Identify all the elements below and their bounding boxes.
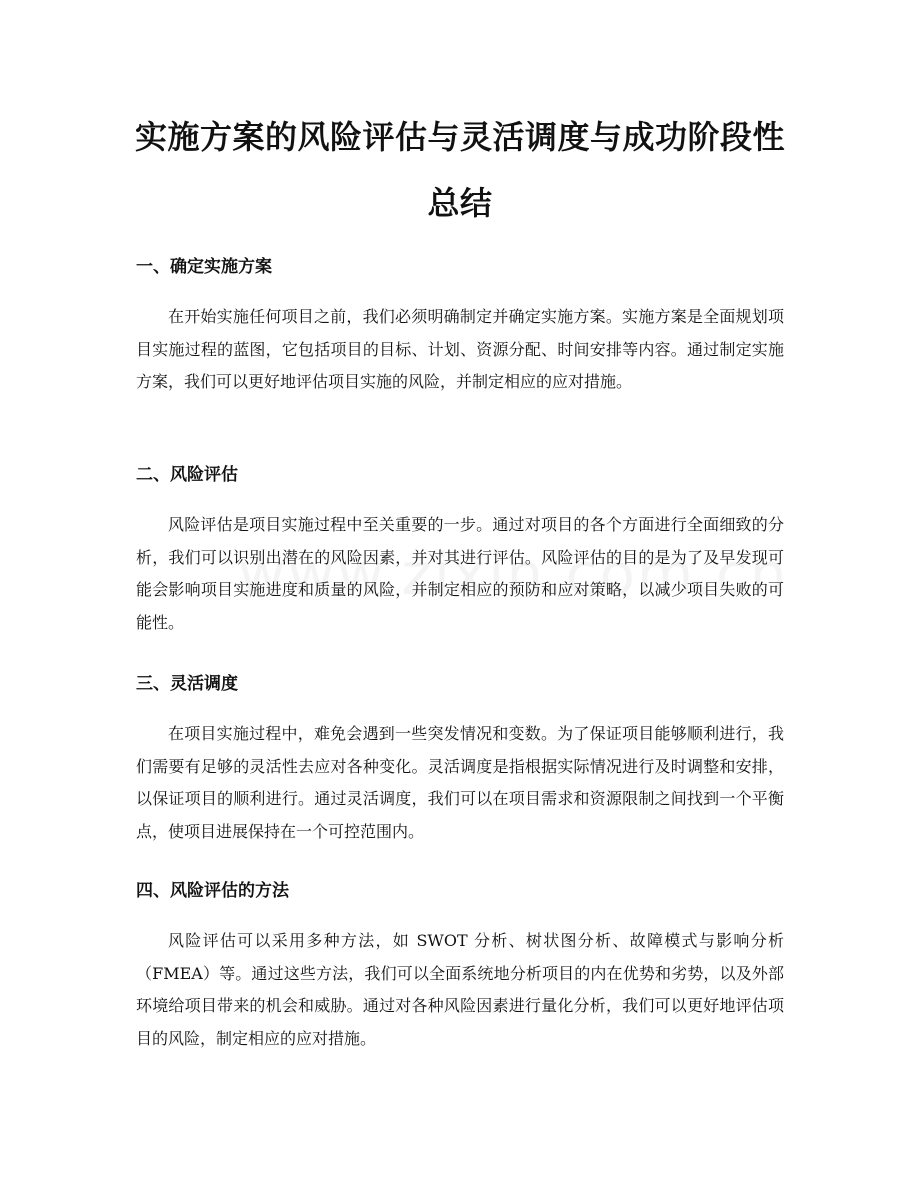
section-2 xyxy=(136,463,784,639)
section-paragraph: 在开始实施任何项目之前，我们必须明确制定并确定实施方案。实施方案是全面规划项目实施过程的蓝图，它包括项目的目标、计划、资源分配、时间安排等内容。通过制定实施方案，我们可以更好地评估项目实施的风险，并制定相应的应对措施。 xyxy=(136,307,784,391)
section-paragraph: 风险评估可以采用多种方法，如 SWOT 分析、树状图分析、故障模式与影响分析（FMEA）等。通过这些方法，我们可以全面系统地分析项目的内在优势和劣势，以及外部环境给项目带来的机会和威胁。通过对各种风险因素进行量化分析，我们可以更好地评估项目的风险，制定相应的应对措施。 xyxy=(136,931,784,1048)
section-heading: 四、风险评估的方法 xyxy=(136,881,289,901)
section-heading: 一、确定实施方案 xyxy=(136,257,272,277)
document-title: 实施方案的风险评估与灵活调度与成功阶段性总结 xyxy=(134,118,785,222)
section-1 xyxy=(136,255,784,399)
section-4 xyxy=(136,879,784,1055)
section-paragraph: 风险评估是项目实施过程中至关重要的一步。通过对项目的各个方面进行全面细致的分析，我们可以识别出潜在的风险因素，并对其进行评估。风险评估的目的是为了及早发现可能会影响项目实施进度和质量的风险，并制定相应的预防和应对策略，以减少项目失败的可能性。 xyxy=(136,515,784,632)
section-heading: 二、风险评估 xyxy=(136,465,238,485)
section-paragraph: 在项目实施过程中，难免会遇到一些突发情况和变数。为了保证项目能够顺利进行，我们需要有足够的灵活性去应对各种变化。灵活调度是指根据实际情况进行及时调整和安排，以保证项目的顺利进行。通过灵活调度，我们可以在项目需求和资源限制之间找到一个平衡点，使项目进展保持在一个可控范围内。 xyxy=(136,724,784,841)
section-heading: 三、灵活调度 xyxy=(136,674,238,694)
section-3 xyxy=(136,672,784,848)
